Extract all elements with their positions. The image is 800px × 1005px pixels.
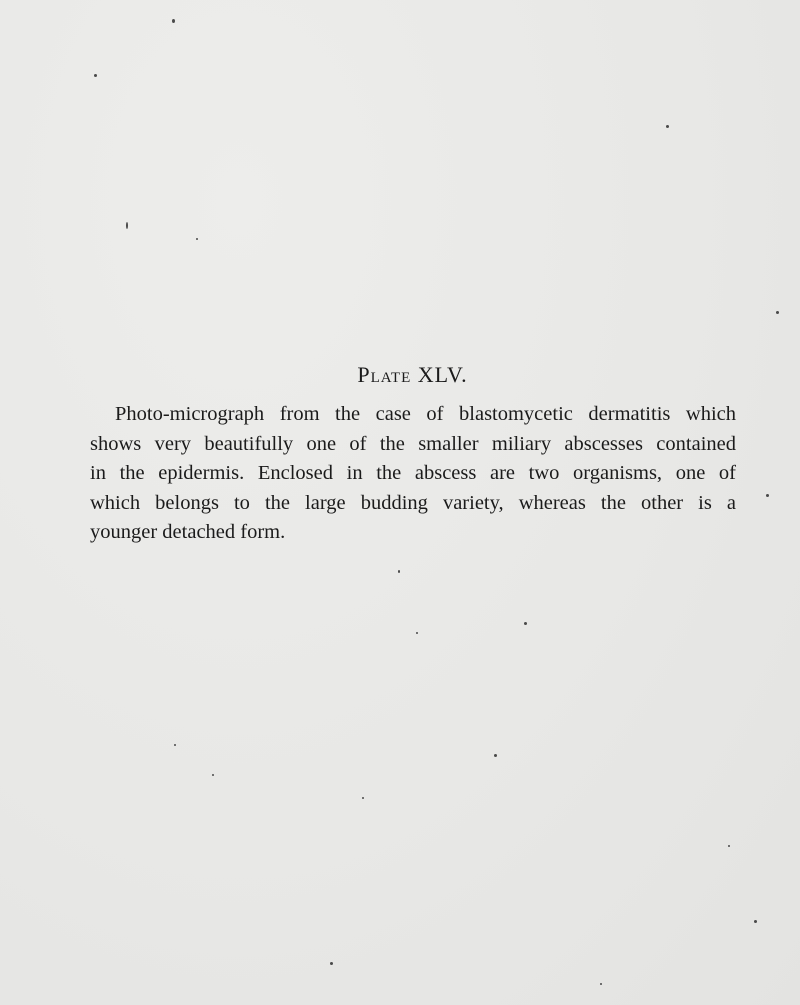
paper-speck	[398, 570, 400, 573]
paper-speck	[196, 238, 198, 240]
paper-speck	[172, 19, 175, 23]
plate-caption	[90, 400, 736, 548]
paper-speck	[330, 962, 333, 965]
caption-line: which belongs to the large budding variety, whereas the other is a	[90, 491, 736, 514]
caption-line: younger detached form.	[90, 521, 286, 543]
paper-speck	[600, 983, 602, 985]
paper-speck	[494, 754, 497, 757]
caption-line: shows very beautifully one of the smaller miliary abscesses contained	[90, 432, 736, 455]
paper-speck	[728, 845, 730, 847]
paper-speck	[666, 125, 669, 128]
caption-line: in the epidermis. Enclosed in the abscess are two organisms, one of	[90, 462, 736, 484]
paper-speck	[212, 774, 214, 776]
paper-speck	[766, 494, 769, 497]
paper-speck	[362, 797, 364, 799]
paper-speck	[754, 920, 757, 923]
paper-speck	[416, 632, 418, 634]
paper-speck	[174, 744, 176, 746]
caption-line: Photo-micrograph from the case of blastomycetic dermatitis which	[115, 403, 736, 425]
paper-speck	[524, 622, 527, 625]
paper-speck	[776, 311, 779, 314]
paper-speck	[94, 74, 97, 77]
plate-title: Plate XLV.	[357, 362, 468, 387]
paper-speck	[126, 222, 128, 229]
